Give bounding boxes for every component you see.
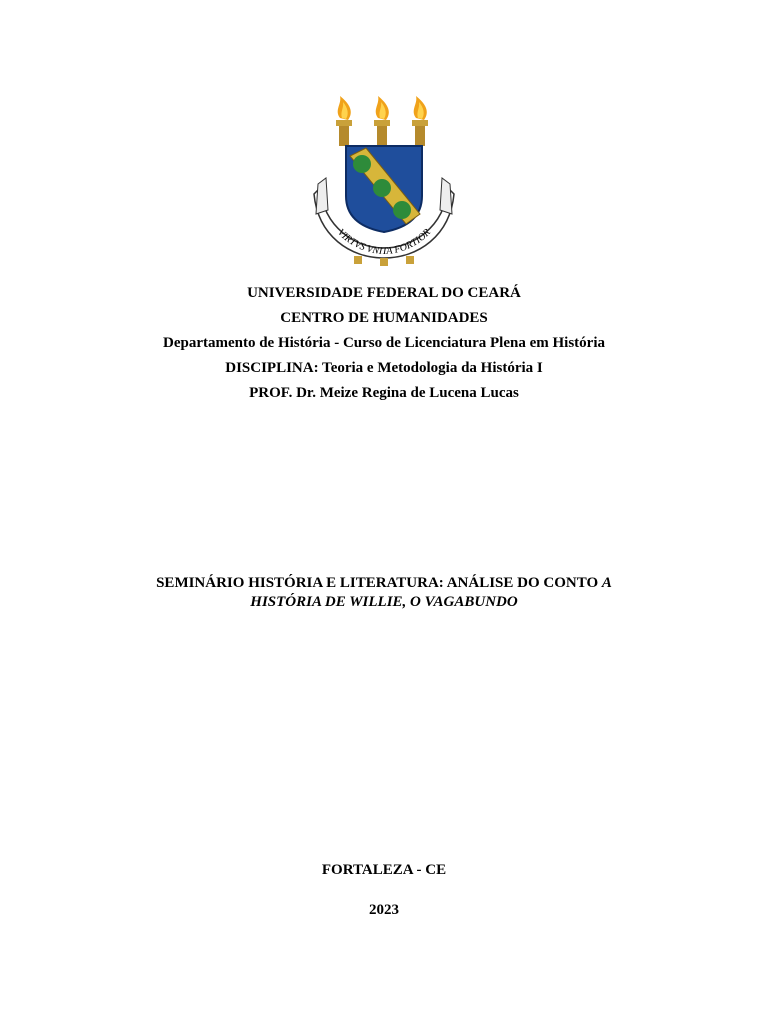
emblem-motto: VIRTVS VNITA FORTIOR [335,227,433,258]
university-emblem [310,96,458,266]
institution-header [0,281,768,406]
title-part-2-italic: A HISTÓRIA DE WILLIE, O VAGABUNDO [250,575,612,610]
city-label: FORTALEZA - CE [321,862,447,878]
document-title [120,574,648,612]
discipline-name: DISCIPLINA: Teoria e Metodologia da História I [225,360,543,376]
title-part-1: SEMINÁRIO HISTÓRIA E LITERATURA: ANÁLISE DO CONTO [156,575,602,591]
university-name: UNIVERSIDADE FEDERAL DO CEARÁ [247,285,521,301]
center-name: CENTRO DE HUMANIDADES [280,310,488,326]
year-label: 2023 [369,902,399,918]
shield-icon [346,146,422,232]
professor-name: PROF. Dr. Meize Regina de Lucena Lucas [249,385,519,401]
torch-icon [336,96,428,146]
department-name: Departamento de História - Curso de Licenciatura Plena em História [162,335,605,351]
